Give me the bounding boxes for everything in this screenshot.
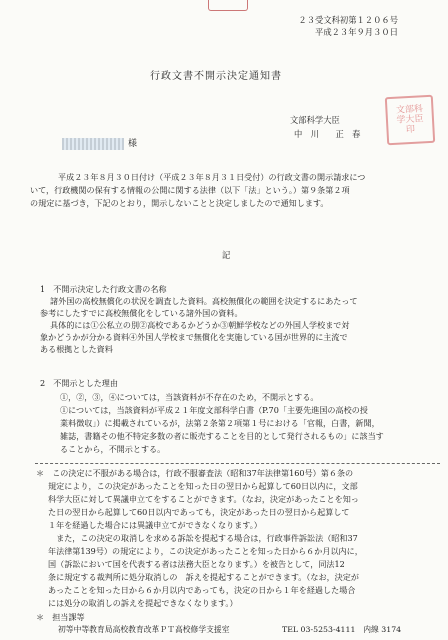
appeal-notice-line: 科学大臣に対して異議申立てをすることができます。（なお，決定があったことを知っ [48, 494, 359, 504]
appeal-notice-line: また，この決定の取消しを求める訴訟を提起する場合は，行政事件訴訟法（昭和37 [48, 533, 358, 543]
contact-phone: TEL 03-5253-4111 内線 3174 [282, 625, 402, 634]
redacted-name [62, 138, 124, 150]
intro-line: の規定に基づき，下記のとおり，開示しないことと決定しましたので通知します。 [30, 198, 329, 208]
appeal-notice-line: 年法律第139号）の規定により，この決定があったことを知った日から６か月以内に， [48, 546, 363, 556]
sender-org: 文部科学大臣 [290, 115, 340, 125]
contact-dept: 初等中等教育局高校教育改革ＰＴ高校修学支援室 [58, 625, 230, 634]
official-seal [385, 95, 435, 145]
section2-line: ることから，不開示とする。 [60, 444, 166, 454]
intro-line: いて，行政機関の保有する情報の公開に関する法律（以下「法」という。）第９条第２項 [30, 185, 350, 195]
appeal-notice-line: 条に規定する裁判所に処分取消しの 訴えを提起することができます。（なお，決定が [48, 572, 359, 582]
appeal-notice-line: あったことを知った日から６か月以内であっても，決定の日から１年を経過した場合 [48, 585, 356, 595]
divider [35, 463, 440, 464]
section1-heading: 1 不開示決定した行政文書の名称 [40, 284, 167, 294]
seal-text: 文部科学大臣印 [395, 104, 424, 136]
doc-date: 平成２３年９月３０日 [315, 27, 398, 37]
doc-title: 行政文書不開示決定通知書 [150, 71, 282, 82]
section2-line: ①については，当該資料が平成２１年度文部科学白書（P.70「主要先進国の高校の授 [60, 405, 368, 415]
section1-line: 諸外国の高校無償化の状況を調査した資料。高校無償化の範囲を決定するにあたって [50, 296, 358, 306]
ki-marker: 記 [222, 250, 231, 260]
doc-number: ２３受文科初第１２０６号 [298, 15, 398, 25]
section1-line: 象かどうかが分かる資料④外国人学校まで無償化を実施している国が世界的に主流で [40, 332, 348, 342]
section1-line: 参考にしたすでに高校無償化をしている諸外国の資料。 [40, 308, 243, 318]
appeal-notice-line: 規定により，この決定があったことを知った日の翌日から起算して60日以内に，文部 [48, 481, 358, 491]
appeal-notice-line: には処分の取消しの訴えを提起できなくなります。） [48, 598, 238, 608]
appeal-notice-line: １年を経過した場合には異議申立てができなくなります。） [48, 520, 262, 530]
appeal-notice-line: ＊ この決定に不服がある場合は，行政不服審査法（昭和37年法律第160号）第６条の [36, 468, 354, 478]
appeal-notice-line: た日の翌日から起算して60日以内であっても，決定があった日の翌日から起算して [48, 507, 350, 517]
intro-line: 平成２３年８月３０日付け（平成２３年８月３１日受付）の行政文書の開示請求につ [58, 172, 366, 182]
section2-line: 業料徴収」）に掲載されているが，法第２条第２項第１号における「官報，白書，新聞， [60, 418, 380, 428]
receipt-stamp [208, 0, 248, 11]
addressee-suffix: 様 [128, 139, 138, 149]
contact-label: ＊ 担当課等 [36, 612, 85, 622]
section1-line: 具体的には①公私立の別②高校であるかどうか③朝鮮学校などの外国人学校まで対 [50, 320, 350, 330]
sender-name: 中 川 正 春 [294, 129, 361, 139]
section2-heading: 2 不開示とした理由 [40, 378, 118, 388]
appeal-notice-line: 国（訴訟において国を代表する者は法務大臣となります。）を被告として，同法12 [48, 559, 345, 569]
section2-line: 雑誌，書籍その他不特定多数の者に販売することを目的として発行されるもの」に該当す [60, 431, 384, 441]
section2-line: ①，②，③，④については，当該資料が不存在のため，不開示とする。 [60, 392, 319, 402]
section1-line: ある根拠とした資料 [40, 344, 113, 354]
